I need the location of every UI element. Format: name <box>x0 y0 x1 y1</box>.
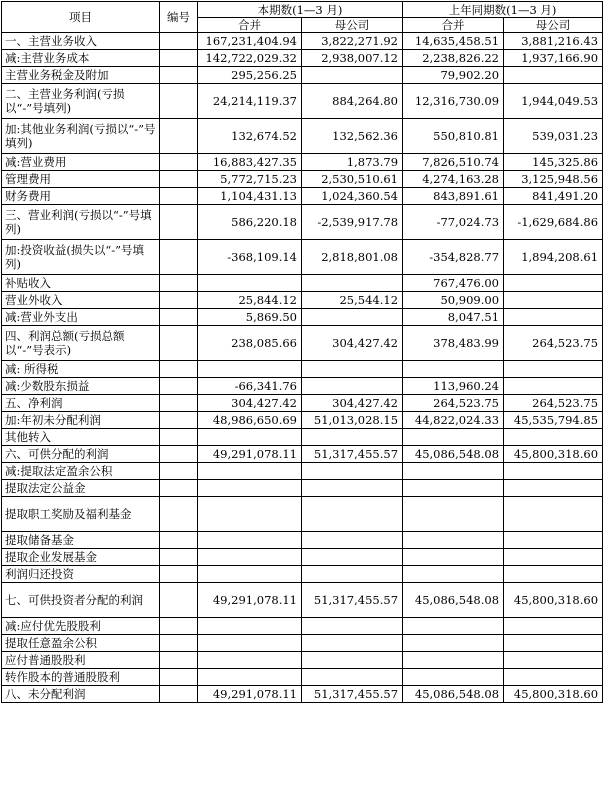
current-consolidated-value: 24,214,119.37 <box>198 84 302 119</box>
current-parent-value <box>302 275 403 292</box>
current-consolidated-value <box>198 497 302 532</box>
prior-parent-value <box>504 618 603 635</box>
row-code <box>160 240 198 275</box>
row-label: 提取储备基金 <box>2 532 160 549</box>
header-item: 项目 <box>2 2 160 33</box>
table-row <box>2 378 603 395</box>
row-label: 七、可供投资者分配的利润 <box>2 583 160 618</box>
current-consolidated-value <box>198 652 302 669</box>
table-row <box>2 119 603 154</box>
table-row <box>2 205 603 240</box>
current-consolidated-value: 142,722,029.32 <box>198 50 302 67</box>
prior-parent-value <box>504 635 603 652</box>
row-code <box>160 67 198 84</box>
prior-parent-value: 45,535,794.85 <box>504 412 603 429</box>
current-consolidated-value: 5,772,715.23 <box>198 171 302 188</box>
current-parent-value: 51,317,455.57 <box>302 446 403 463</box>
row-label: 六、可供分配的利润 <box>2 446 160 463</box>
current-parent-value <box>302 463 403 480</box>
prior-parent-value: 1,894,208.61 <box>504 240 603 275</box>
row-label: 减:提取法定盈余公积 <box>2 463 160 480</box>
prior-consolidated-value <box>403 497 504 532</box>
row-code <box>160 463 198 480</box>
header-current-consolidated: 合并 <box>198 18 302 33</box>
prior-parent-value <box>504 549 603 566</box>
row-label: 减:主营业务成本 <box>2 50 160 67</box>
row-label: 管理费用 <box>2 171 160 188</box>
row-label: 财务费用 <box>2 188 160 205</box>
prior-parent-value: 45,800,318.60 <box>504 583 603 618</box>
current-parent-value: -2,539,917.78 <box>302 205 403 240</box>
current-consolidated-value: 1,104,431.13 <box>198 188 302 205</box>
row-label: 主营业务税金及附加 <box>2 67 160 84</box>
row-code <box>160 497 198 532</box>
header-current-period: 本期数(1—3 月) <box>198 2 403 18</box>
row-label: 提取职工奖励及福利基金 <box>2 497 160 532</box>
current-parent-value: 2,938,007.12 <box>302 50 403 67</box>
current-parent-value <box>302 566 403 583</box>
current-parent-value: 25,544.12 <box>302 292 403 309</box>
table-row <box>2 549 603 566</box>
row-label: 三、营业利润(亏损以“-”号填列) <box>2 205 160 240</box>
row-code <box>160 549 198 566</box>
current-parent-value <box>302 309 403 326</box>
prior-parent-value <box>504 463 603 480</box>
prior-parent-value <box>504 652 603 669</box>
row-code <box>160 686 198 703</box>
header-prior-consolidated: 合并 <box>403 18 504 33</box>
prior-parent-value: 841,491.20 <box>504 188 603 205</box>
current-parent-value <box>302 652 403 669</box>
row-label: 减:少数股东损益 <box>2 378 160 395</box>
row-label: 转作股本的普通股股利 <box>2 669 160 686</box>
current-parent-value: 132,562.36 <box>302 119 403 154</box>
prior-consolidated-value: 44,822,024.33 <box>403 412 504 429</box>
current-consolidated-value <box>198 549 302 566</box>
current-parent-value: 51,013,028.15 <box>302 412 403 429</box>
row-label: 四、利润总额(亏损总额以“-”号表示) <box>2 326 160 361</box>
prior-consolidated-value: 8,047.51 <box>403 309 504 326</box>
current-consolidated-value: 304,427.42 <box>198 395 302 412</box>
table-row <box>2 309 603 326</box>
table-row <box>2 497 603 532</box>
row-label: 提取任意盈余公积 <box>2 635 160 652</box>
row-label: 八、未分配利润 <box>2 686 160 703</box>
current-parent-value: 1,024,360.54 <box>302 188 403 205</box>
row-code <box>160 446 198 463</box>
current-parent-value <box>302 669 403 686</box>
table-row <box>2 326 603 361</box>
current-consolidated-value <box>198 669 302 686</box>
current-consolidated-value: 586,220.18 <box>198 205 302 240</box>
prior-consolidated-value <box>403 669 504 686</box>
prior-consolidated-value: 45,086,548.08 <box>403 686 504 703</box>
prior-consolidated-value: 767,476.00 <box>403 275 504 292</box>
prior-parent-value <box>504 378 603 395</box>
row-label: 补贴收入 <box>2 275 160 292</box>
prior-parent-value <box>504 361 603 378</box>
prior-consolidated-value <box>403 549 504 566</box>
row-code <box>160 33 198 50</box>
row-code <box>160 84 198 119</box>
current-consolidated-value: 48,986,650.69 <box>198 412 302 429</box>
row-code <box>160 188 198 205</box>
row-code <box>160 205 198 240</box>
header-code: 编号 <box>160 2 198 33</box>
current-consolidated-value: -66,341.76 <box>198 378 302 395</box>
table-row <box>2 652 603 669</box>
row-label: 利润归还投资 <box>2 566 160 583</box>
table-row <box>2 686 603 703</box>
prior-parent-value: 264,523.75 <box>504 395 603 412</box>
row-label: 五、净利润 <box>2 395 160 412</box>
current-consolidated-value: 16,883,427.35 <box>198 154 302 171</box>
prior-consolidated-value: -354,828.77 <box>403 240 504 275</box>
prior-consolidated-value <box>403 532 504 549</box>
prior-consolidated-value <box>403 635 504 652</box>
prior-consolidated-value: 50,909.00 <box>403 292 504 309</box>
current-consolidated-value <box>198 275 302 292</box>
current-parent-value: 304,427.42 <box>302 395 403 412</box>
current-parent-value <box>302 429 403 446</box>
row-code <box>160 652 198 669</box>
prior-consolidated-value: -77,024.73 <box>403 205 504 240</box>
prior-consolidated-value <box>403 480 504 497</box>
row-label: 提取法定公益金 <box>2 480 160 497</box>
current-parent-value <box>302 378 403 395</box>
row-label: 加:其他业务利润(亏损以“-”号填列) <box>2 119 160 154</box>
current-parent-value <box>302 549 403 566</box>
current-parent-value <box>302 618 403 635</box>
current-consolidated-value <box>198 429 302 446</box>
prior-parent-value: 539,031.23 <box>504 119 603 154</box>
prior-consolidated-value <box>403 361 504 378</box>
row-code <box>160 429 198 446</box>
row-code <box>160 154 198 171</box>
table-row <box>2 240 603 275</box>
table-row <box>2 429 603 446</box>
row-code <box>160 119 198 154</box>
current-parent-value: 3,822,271.92 <box>302 33 403 50</box>
table-row <box>2 412 603 429</box>
row-code <box>160 378 198 395</box>
prior-parent-value <box>504 480 603 497</box>
prior-parent-value <box>504 497 603 532</box>
current-parent-value <box>302 497 403 532</box>
prior-parent-value <box>504 532 603 549</box>
row-label: 其他转入 <box>2 429 160 446</box>
row-label: 营业外收入 <box>2 292 160 309</box>
prior-consolidated-value: 378,483.99 <box>403 326 504 361</box>
current-consolidated-value <box>198 635 302 652</box>
row-code <box>160 669 198 686</box>
prior-parent-value: 264,523.75 <box>504 326 603 361</box>
table-row <box>2 618 603 635</box>
table-row <box>2 275 603 292</box>
row-code <box>160 480 198 497</box>
prior-consolidated-value: 843,891.61 <box>403 188 504 205</box>
prior-parent-value <box>504 67 603 84</box>
prior-consolidated-value: 2,238,826.22 <box>403 50 504 67</box>
prior-parent-value: 1,944,049.53 <box>504 84 603 119</box>
table-row <box>2 188 603 205</box>
prior-consolidated-value: 12,316,730.09 <box>403 84 504 119</box>
current-parent-value: 2,530,510.61 <box>302 171 403 188</box>
prior-consolidated-value: 4,274,163.28 <box>403 171 504 188</box>
prior-parent-value: 45,800,318.60 <box>504 446 603 463</box>
row-code <box>160 635 198 652</box>
table-row <box>2 669 603 686</box>
table-row <box>2 395 603 412</box>
prior-parent-value <box>504 669 603 686</box>
row-label: 加:投资收益(损失以“-”号填列) <box>2 240 160 275</box>
current-consolidated-value: 49,291,078.11 <box>198 686 302 703</box>
current-parent-value: 1,873.79 <box>302 154 403 171</box>
prior-parent-value <box>504 275 603 292</box>
prior-consolidated-value: 14,635,458.51 <box>403 33 504 50</box>
current-consolidated-value <box>198 618 302 635</box>
current-consolidated-value: 167,231,404.94 <box>198 33 302 50</box>
table-row <box>2 446 603 463</box>
prior-consolidated-value: 45,086,548.08 <box>403 583 504 618</box>
table-row <box>2 50 603 67</box>
current-consolidated-value <box>198 532 302 549</box>
current-consolidated-value: 5,869.50 <box>198 309 302 326</box>
prior-consolidated-value <box>403 618 504 635</box>
current-parent-value <box>302 635 403 652</box>
table-row <box>2 532 603 549</box>
prior-consolidated-value: 79,902.20 <box>403 67 504 84</box>
current-consolidated-value: 49,291,078.11 <box>198 583 302 618</box>
prior-consolidated-value: 7,826,510.74 <box>403 154 504 171</box>
table-row <box>2 566 603 583</box>
table-row <box>2 154 603 171</box>
current-consolidated-value: 49,291,078.11 <box>198 446 302 463</box>
table-row <box>2 635 603 652</box>
current-consolidated-value: 238,085.66 <box>198 326 302 361</box>
row-label: 应付普通股股利 <box>2 652 160 669</box>
row-code <box>160 618 198 635</box>
row-code <box>160 566 198 583</box>
row-code <box>160 361 198 378</box>
current-parent-value: 304,427.42 <box>302 326 403 361</box>
prior-parent-value: 45,800,318.60 <box>504 686 603 703</box>
table-row <box>2 84 603 119</box>
table-row <box>2 463 603 480</box>
current-consolidated-value <box>198 361 302 378</box>
row-code <box>160 326 198 361</box>
current-parent-value <box>302 480 403 497</box>
current-parent-value: 2,818,801.08 <box>302 240 403 275</box>
current-parent-value: 51,317,455.57 <box>302 583 403 618</box>
table-header <box>2 2 603 33</box>
prior-parent-value: -1,629,684.86 <box>504 205 603 240</box>
prior-parent-value: 145,325.86 <box>504 154 603 171</box>
prior-consolidated-value: 45,086,548.08 <box>403 446 504 463</box>
current-parent-value <box>302 361 403 378</box>
current-consolidated-value <box>198 480 302 497</box>
current-parent-value <box>302 67 403 84</box>
prior-parent-value <box>504 292 603 309</box>
prior-consolidated-value: 550,810.81 <box>403 119 504 154</box>
prior-consolidated-value <box>403 652 504 669</box>
prior-consolidated-value <box>403 429 504 446</box>
row-label: 减:营业外支出 <box>2 309 160 326</box>
prior-consolidated-value <box>403 463 504 480</box>
row-code <box>160 50 198 67</box>
prior-consolidated-value <box>403 566 504 583</box>
prior-parent-value <box>504 566 603 583</box>
header-current-parent: 母公司 <box>302 18 403 33</box>
table-row <box>2 480 603 497</box>
current-consolidated-value: 132,674.52 <box>198 119 302 154</box>
current-parent-value <box>302 532 403 549</box>
current-consolidated-value: -368,109.14 <box>198 240 302 275</box>
table-row <box>2 292 603 309</box>
current-consolidated-value <box>198 566 302 583</box>
current-parent-value: 884,264.80 <box>302 84 403 119</box>
row-code <box>160 583 198 618</box>
prior-consolidated-value: 113,960.24 <box>403 378 504 395</box>
row-code <box>160 309 198 326</box>
row-code <box>160 532 198 549</box>
row-code <box>160 275 198 292</box>
table-row <box>2 171 603 188</box>
row-code <box>160 395 198 412</box>
prior-parent-value: 1,937,166.90 <box>504 50 603 67</box>
table-body <box>2 33 603 703</box>
table-row <box>2 583 603 618</box>
row-code <box>160 412 198 429</box>
row-label: 减: 所得税 <box>2 361 160 378</box>
row-label: 减:应付优先股股利 <box>2 618 160 635</box>
current-consolidated-value: 25,844.12 <box>198 292 302 309</box>
row-code <box>160 171 198 188</box>
prior-parent-value <box>504 429 603 446</box>
row-label: 减:营业费用 <box>2 154 160 171</box>
row-code <box>160 292 198 309</box>
table-row <box>2 361 603 378</box>
income-statement-table <box>1 1 603 703</box>
prior-consolidated-value: 264,523.75 <box>403 395 504 412</box>
header-prior-period: 上年同期数(1—3 月) <box>403 2 603 18</box>
row-label: 一、主营业务收入 <box>2 33 160 50</box>
header-prior-parent: 母公司 <box>504 18 603 33</box>
current-consolidated-value: 295,256.25 <box>198 67 302 84</box>
prior-parent-value <box>504 309 603 326</box>
current-consolidated-value <box>198 463 302 480</box>
row-label: 加:年初未分配利润 <box>2 412 160 429</box>
row-label: 提取企业发展基金 <box>2 549 160 566</box>
table-row <box>2 67 603 84</box>
prior-parent-value: 3,125,948.56 <box>504 171 603 188</box>
prior-parent-value: 3,881,216.43 <box>504 33 603 50</box>
current-parent-value: 51,317,455.57 <box>302 686 403 703</box>
table-row <box>2 33 603 50</box>
row-label: 二、主营业务利润(亏损以“-”号填列) <box>2 84 160 119</box>
